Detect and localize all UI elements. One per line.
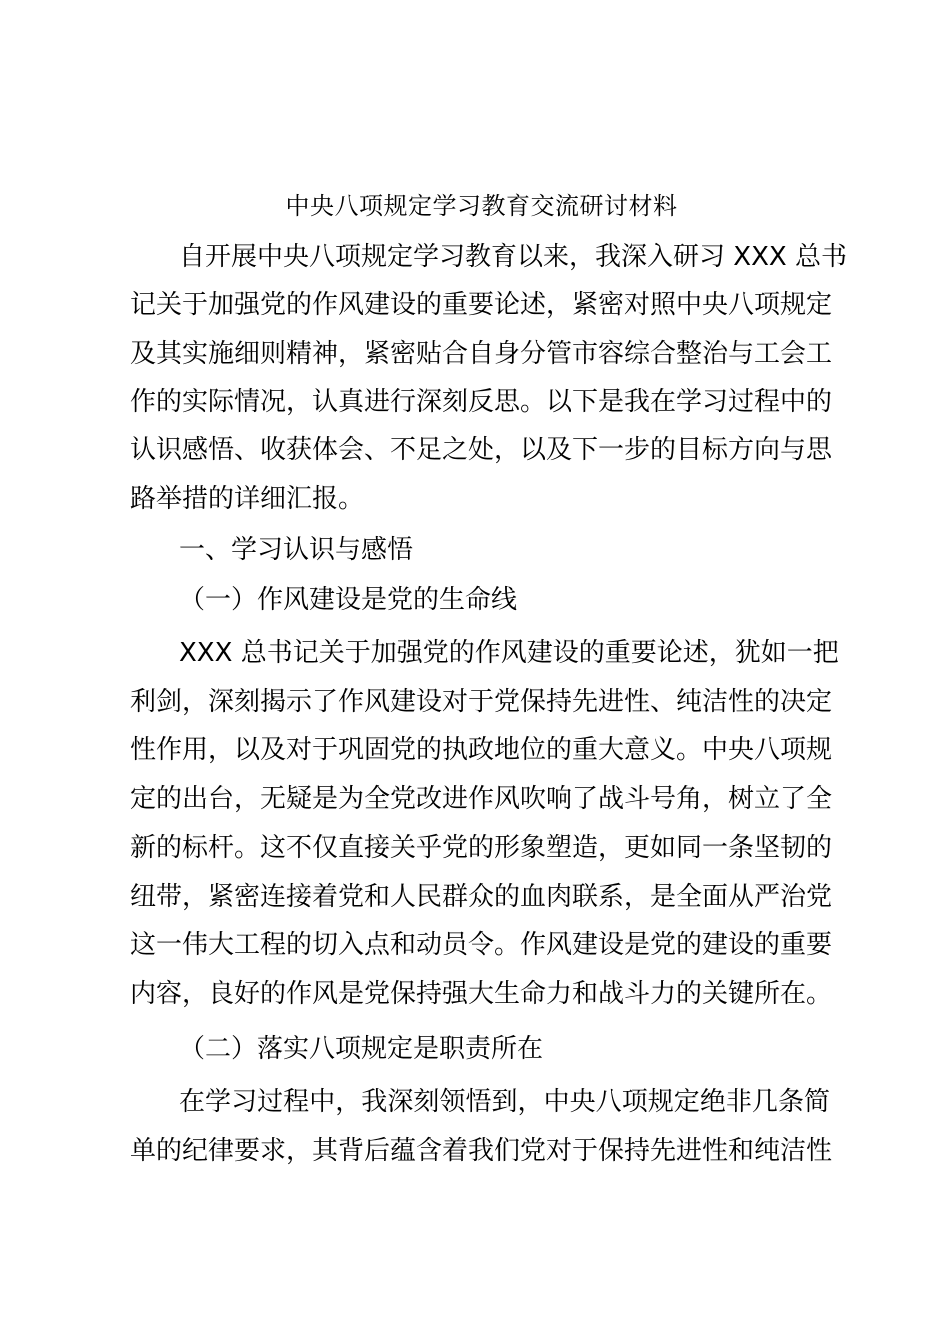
intro-paragraph-line: 作的实际情况，认真进行深刻反思。以下是我在学习过程中的: [130, 387, 833, 417]
intro-paragraph-line: 自开展中央八项规定学习教育以来，我深入研习 XXX 总书: [179, 242, 847, 272]
section-heading: 一、学习认识与感悟: [179, 535, 414, 565]
paragraph-line: 单的纪律要求，其背后蕴含着我们党对于保持先进性和纯洁性: [130, 1136, 833, 1166]
paragraph-line: 这一伟大工程的切入点和动员令。作风建设是党的建设的重要: [130, 930, 833, 960]
paragraph-line: 定的出台，无疑是为全党改进作风吹响了战斗号角，树立了全: [130, 784, 833, 814]
paragraph-line: XXX 总书记关于加强党的作风建设的重要论述，犹如一把: [179, 638, 839, 668]
intro-paragraph-line: 路举措的详细汇报。: [130, 484, 365, 514]
intro-paragraph-line: 记关于加强党的作风建设的重要论述，紧密对照中央八项规定: [130, 290, 833, 320]
intro-paragraph-line: 及其实施细则精神，紧密贴合自身分管市容综合整治与工会工: [130, 339, 833, 369]
paragraph-line: 纽带，紧密连接着党和人民群众的血肉联系，是全面从严治党: [130, 882, 833, 912]
paragraph-line: 利剑，深刻揭示了作风建设对于党保持先进性、纯洁性的决定: [130, 687, 833, 717]
subsection-heading: （二）落实八项规定是职责所在: [179, 1034, 544, 1064]
paragraph-line: 新的标杆。这不仅直接关乎党的形象塑造，更如同一条坚韧的: [130, 833, 833, 863]
paragraph-line: 性作用，以及对于巩固党的执政地位的重大意义。中央八项规: [130, 735, 833, 765]
paragraph-line: 内容，良好的作风是党保持强大生命力和战斗力的关键所在。: [130, 979, 833, 1009]
subsection-heading: （一）作风建设是党的生命线: [179, 585, 518, 615]
paragraph-line: 在学习过程中，我深刻领悟到，中央八项规定绝非几条简: [179, 1087, 830, 1117]
intro-paragraph-line: 认识感悟、收获体会、不足之处，以及下一步的目标方向与思: [130, 435, 833, 465]
document-title: 中央八项规定学习教育交流研讨材料: [285, 192, 678, 220]
